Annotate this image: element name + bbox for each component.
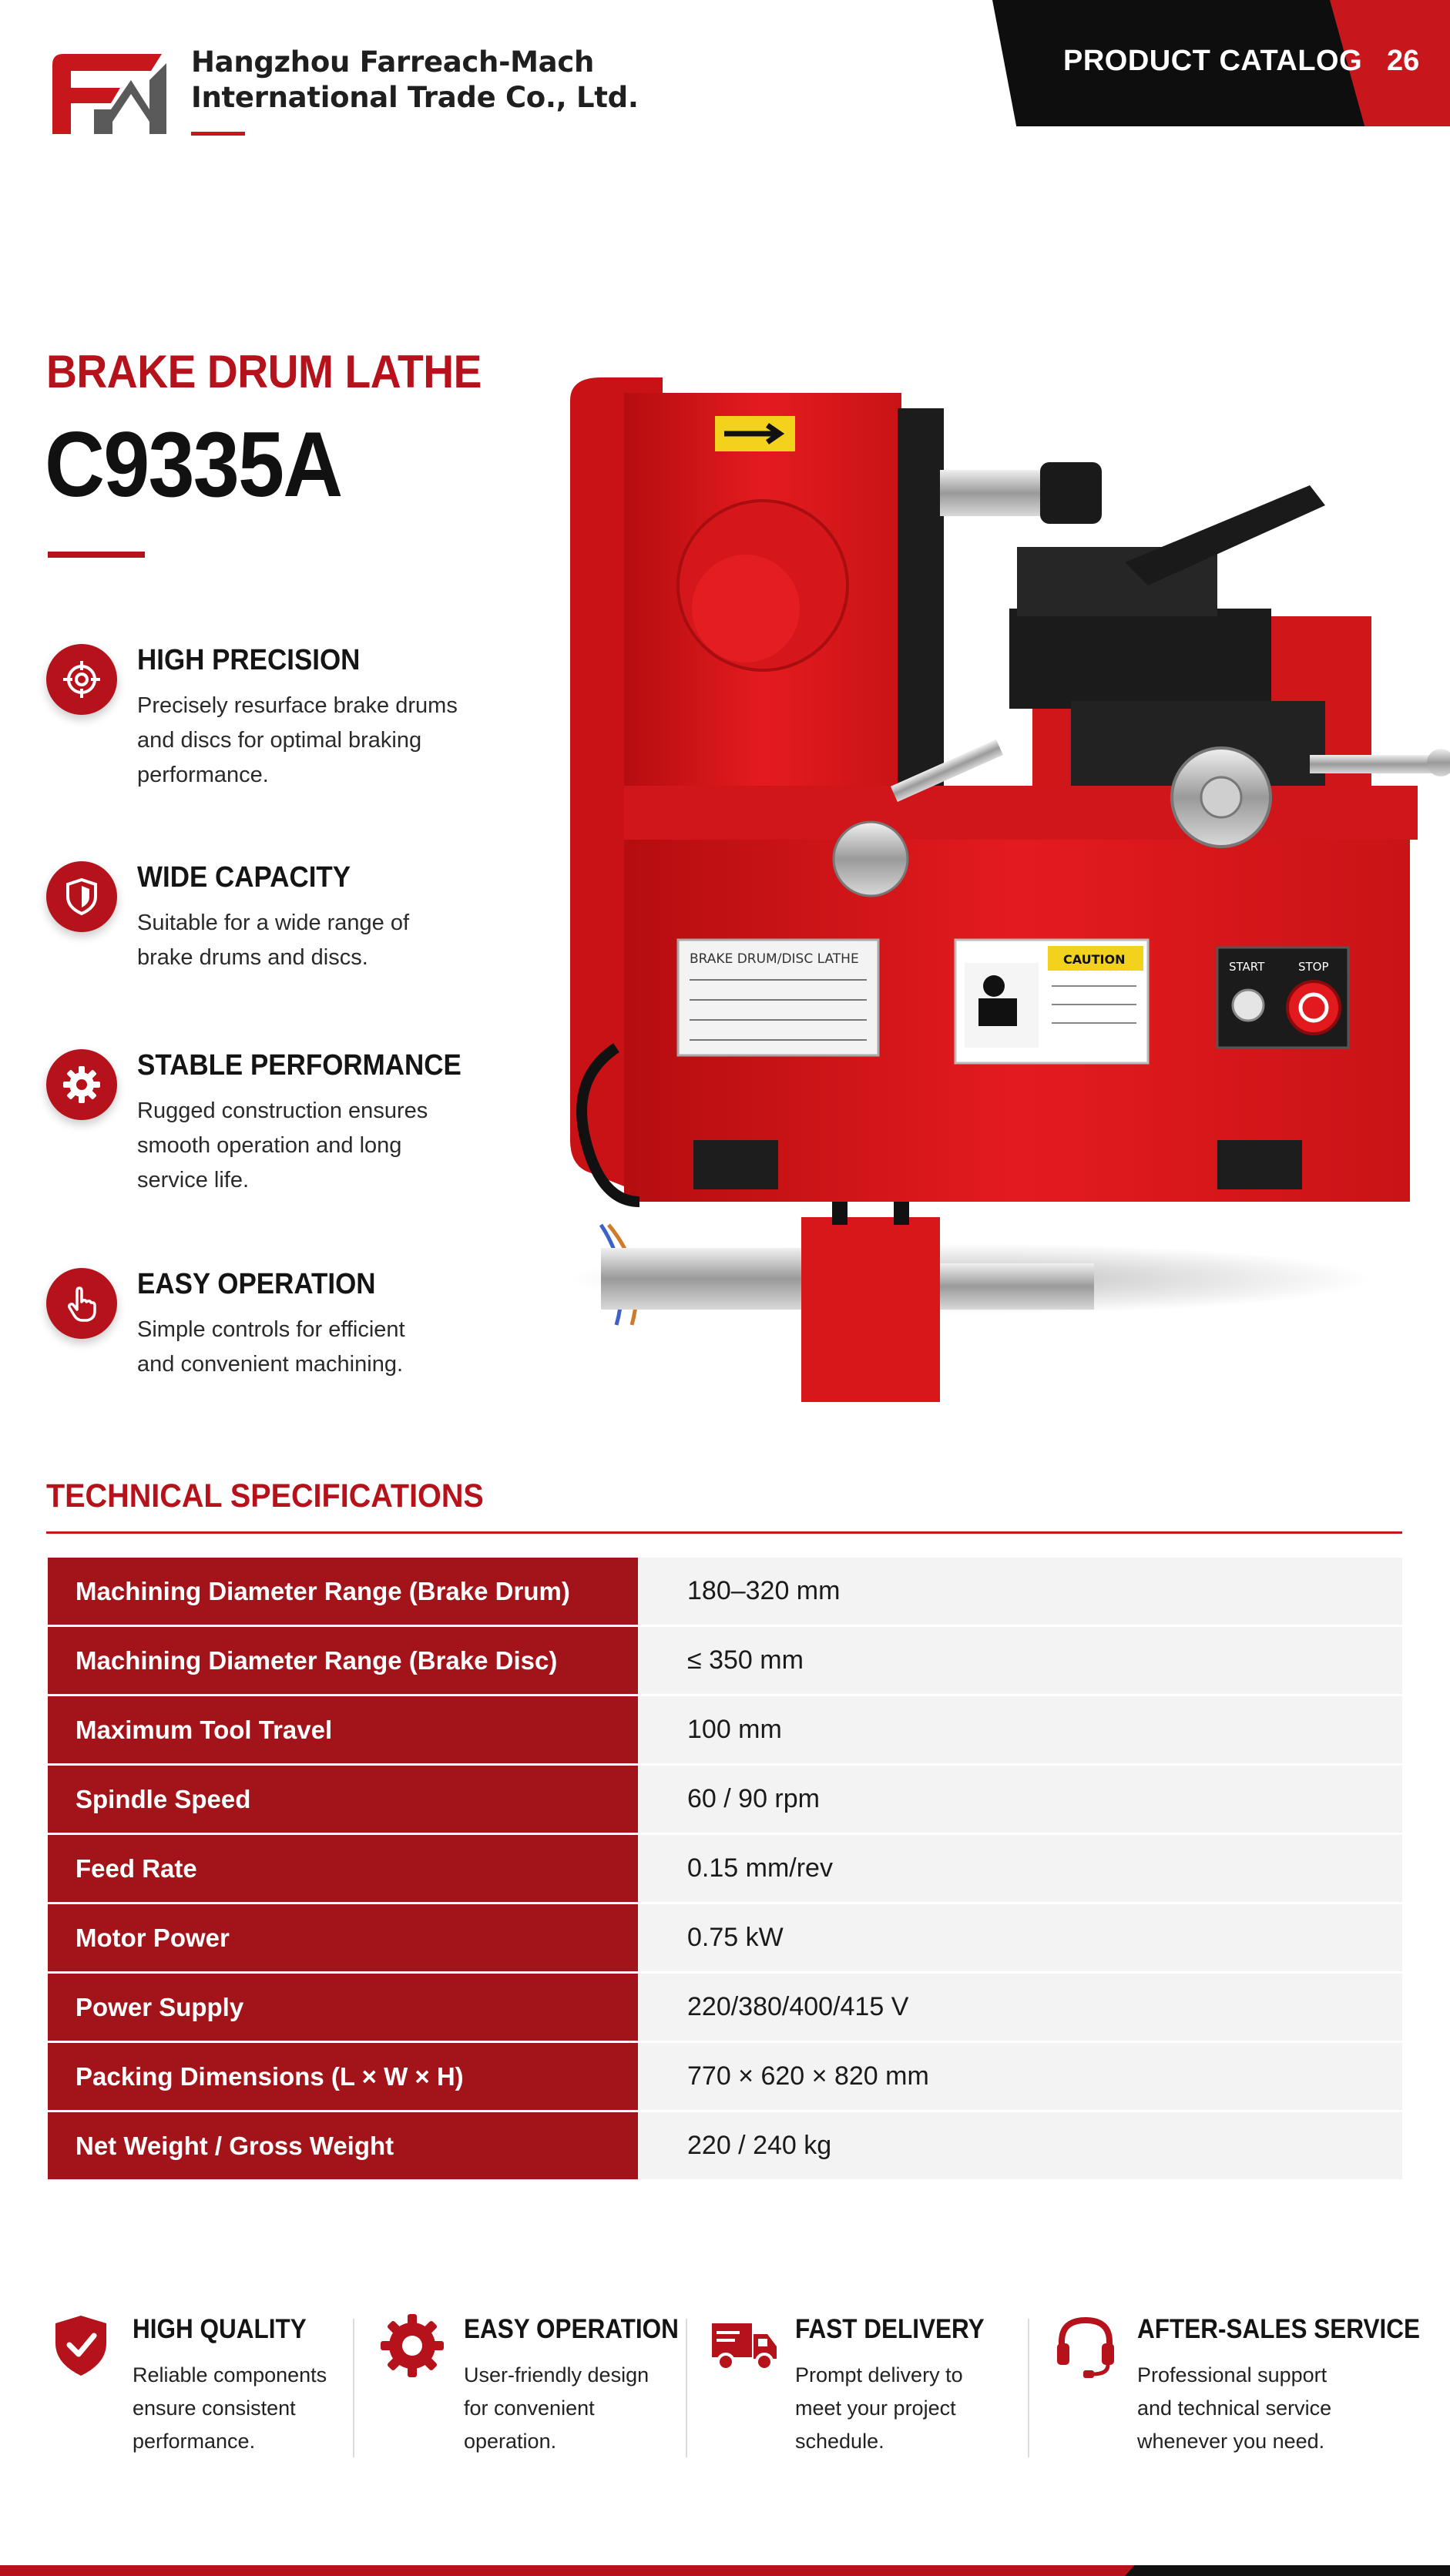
spec-section-title: TECHNICAL SPECIFICATIONS (46, 1478, 484, 1514)
advantage-title: HIGH QUALITY (133, 2314, 307, 2344)
advantage-desc-line: meet your project (795, 2397, 956, 2420)
advantage-desc-line: Professional support (1137, 2363, 1327, 2386)
company-underline (191, 132, 245, 136)
advantage-desc-line: schedule. (795, 2430, 884, 2453)
feature-description (137, 1094, 476, 1198)
advantage-high-quality (46, 2311, 370, 2465)
feature-high-precision (46, 644, 478, 798)
advantage-fast-delivery (709, 2311, 1032, 2465)
spec-label: Machining Diameter Range (Brake Drum) (48, 1558, 638, 1627)
product-image (539, 354, 1450, 1433)
feature-stable-performance (46, 1049, 478, 1203)
company-name-line1: Hangzhou Farreach-Mach (191, 45, 594, 79)
feature-title: WIDE CAPACITY (137, 861, 351, 894)
headset-icon (1051, 2311, 1120, 2380)
spec-row (48, 1835, 1402, 1904)
advantage-desc-line: whenever you need. (1137, 2430, 1325, 2453)
company-logo (46, 48, 171, 140)
feature-desc-line: Simple controls for efficient (137, 1317, 405, 1342)
feature-desc-line: Rugged construction ensures (137, 1098, 428, 1123)
spec-row (48, 2112, 1402, 2182)
spec-value: 220 / 240 kg (638, 2112, 1402, 2182)
advantage-after-sales (1051, 2311, 1420, 2465)
spec-label: Packing Dimensions (L × W × H) (48, 2043, 638, 2112)
catalog-label: PRODUCT CATALOG (1063, 45, 1363, 77)
advantage-desc-line: performance. (133, 2430, 256, 2453)
feature-description (137, 1313, 476, 1382)
page-number: 26 (1387, 45, 1420, 77)
feature-description (137, 906, 476, 975)
advantage-description (133, 2359, 364, 2458)
feature-desc-line: Precisely resurface brake drums (137, 693, 458, 718)
feature-description (137, 689, 476, 793)
advantage-description (464, 2359, 695, 2458)
advantage-title: AFTER-SALES SERVICE (1137, 2314, 1420, 2344)
feature-title: EASY OPERATION (137, 1268, 376, 1300)
caution-label: CAUTION (1063, 952, 1126, 967)
advantage-description (1137, 2359, 1368, 2458)
advantage-divider (353, 2319, 354, 2457)
company-name-line2: International Trade Co., Ltd. (191, 81, 639, 114)
spec-row (48, 1904, 1402, 1974)
advantage-divider (1028, 2319, 1029, 2457)
feature-desc-line: performance. (137, 763, 269, 787)
advantage-divider (686, 2319, 687, 2457)
company-name (191, 45, 639, 116)
advantage-desc-line: for convenient (464, 2397, 595, 2420)
spec-value: ≤ 350 mm (638, 1627, 1402, 1696)
feature-desc-line: service life. (137, 1168, 250, 1192)
spec-label: Feed Rate (48, 1835, 638, 1904)
spec-value: 0.15 mm/rev (638, 1835, 1402, 1904)
advantage-title: EASY OPERATION (464, 2314, 679, 2344)
feature-desc-line: brake drums and discs. (137, 945, 368, 970)
spec-label: Maximum Tool Travel (48, 1696, 638, 1766)
footer-accent (1125, 2565, 1450, 2576)
feature-wide-capacity (46, 861, 478, 984)
shield-icon (46, 861, 117, 932)
target-icon (46, 644, 117, 715)
gear-icon (378, 2311, 447, 2380)
spec-row (48, 1974, 1402, 2043)
spec-divider (46, 1531, 1402, 1534)
spec-value: 770 × 620 × 820 mm (638, 2043, 1402, 2112)
spec-row (48, 1627, 1402, 1696)
spec-row (48, 1766, 1402, 1835)
spec-label: Spindle Speed (48, 1766, 638, 1835)
product-category: BRAKE DRUM LATHE (46, 346, 482, 397)
start-label: START (1229, 960, 1265, 974)
spec-label: Net Weight / Gross Weight (48, 2112, 638, 2182)
advantage-desc-line: Prompt delivery to (795, 2363, 963, 2386)
hand-pointer-icon (46, 1268, 117, 1339)
advantage-title: FAST DELIVERY (795, 2314, 985, 2344)
spec-value: 220/380/400/415 V (638, 1974, 1402, 2043)
spec-row (48, 1558, 1402, 1627)
truck-icon (709, 2311, 778, 2380)
spec-label: Power Supply (48, 1974, 638, 2043)
stop-label: STOP (1298, 960, 1329, 974)
spec-value: 180–320 mm (638, 1558, 1402, 1627)
title-divider (48, 552, 145, 558)
product-model: C9335A (45, 413, 342, 516)
advantage-desc-line: Reliable components (133, 2363, 327, 2386)
advantage-desc-line: and technical service (1137, 2397, 1332, 2420)
advantage-easy-operation (378, 2311, 701, 2465)
shield-check-icon (46, 2311, 116, 2380)
nameplate-title: BRAKE DRUM/DISC LATHE (690, 951, 859, 967)
gear-icon (46, 1049, 117, 1120)
feature-desc-line: and convenient machining. (137, 1352, 404, 1377)
spec-table (48, 1558, 1402, 2182)
feature-desc-line: smooth operation and long (137, 1133, 402, 1158)
feature-title: STABLE PERFORMANCE (137, 1049, 462, 1082)
advantage-desc-line: ensure consistent (133, 2397, 296, 2420)
feature-desc-line: Suitable for a wide range of (137, 911, 410, 935)
spec-row (48, 1696, 1402, 1766)
spec-value: 100 mm (638, 1696, 1402, 1766)
feature-easy-operation (46, 1268, 478, 1391)
spec-row (48, 2043, 1402, 2112)
advantage-desc-line: operation. (464, 2430, 557, 2453)
spec-value: 60 / 90 rpm (638, 1766, 1402, 1835)
spec-value: 0.75 kW (638, 1904, 1402, 1974)
advantage-description (795, 2359, 1026, 2458)
advantage-desc-line: User-friendly design (464, 2363, 649, 2386)
feature-title: HIGH PRECISION (137, 644, 361, 676)
spec-label: Motor Power (48, 1904, 638, 1974)
feature-desc-line: and discs for optimal braking (137, 728, 422, 753)
spec-label: Machining Diameter Range (Brake Disc) (48, 1627, 638, 1696)
